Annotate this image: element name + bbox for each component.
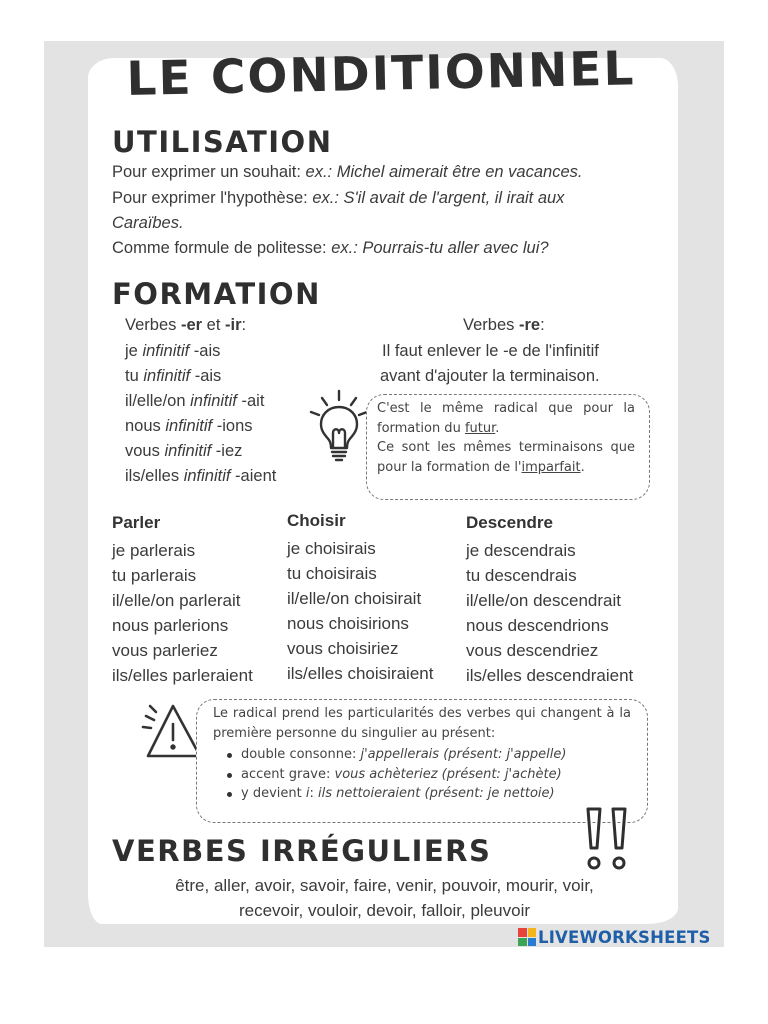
utilisation-line-4: Comme formule de politesse: ex.: Pourrais-tu aller avec lui? (112, 239, 549, 257)
verb-heading-parler: Parler (112, 513, 161, 532)
liveworksheets-brand (518, 926, 711, 948)
tip-note-text: C'est le même radical que pour la formation du futur. Ce sont les mêmes terminaisons que pour la formation de l'imparfait. (377, 401, 635, 475)
formation-er-row: vous infinitif -iez (125, 442, 243, 460)
formation-er-row: nous infinitif -ions (125, 417, 253, 435)
formation-er-row: tu infinitif -ais (125, 367, 222, 385)
irreguliers-line-2: recevoir, vouloir, devoir, falloir, pleuvoir (238, 901, 531, 920)
formation-re-line-1: Il faut enlever le -e de l'infinitif (382, 342, 599, 360)
formation-er-row: ils/elles infinitif -aient (125, 467, 277, 485)
irreguliers-heading: VERBES IRRÉGULIERS (112, 834, 492, 868)
warning-item: accent grave: vous achèteriez (présent: j'achète) (213, 765, 631, 785)
conjugation-choisir: je choisirais tu choisirais il/elle/on choisirait nous choisirions vous choisiriez ils/elles choisiraient (287, 539, 434, 683)
verb-heading-choisir: Choisir (287, 511, 346, 530)
formation-re-title: Verbes -re: (463, 316, 545, 334)
warning-note-text (213, 704, 631, 804)
conjugation-parler: je parlerais tu parlerais il/elle/on parlerait nous parlerions vous parleriez ils/elles parleraient (112, 541, 253, 685)
warning-item: double consonne: j'appellerais (présent: j'appelle) (213, 745, 631, 765)
utilisation-line-3: Caraïbes. (112, 214, 184, 232)
liveworksheets-text: LIVEWORKSHEETS (538, 927, 711, 947)
irreguliers-line-1: être, aller, avoir, savoir, faire, venir, pouvoir, mourir, voir, (175, 876, 594, 895)
warning-item: y devient i: ils nettoieraient (présent: je nettoie) (213, 784, 631, 804)
double-exclamation-icon (580, 806, 636, 874)
formation-re-line-2: avant d'ajouter la terminaison. (380, 367, 600, 385)
utilisation-heading: UTILISATION (112, 125, 333, 159)
formation-er-row: il/elle/on infinitif -ait (125, 392, 265, 410)
formation-heading: FORMATION (112, 277, 321, 311)
utilisation-line-1: Pour exprimer un souhait: ex.: Michel aimerait être en vacances. (112, 163, 583, 181)
warning-list (213, 745, 631, 804)
utilisation-line-2: Pour exprimer l'hypothèse: ex.: S'il avait de l'argent, il irait aux (112, 189, 565, 207)
lightbulb-icon (308, 388, 370, 464)
formation-er-ir-title: Verbes -er et -ir: (125, 316, 247, 334)
verb-heading-descendre: Descendre (466, 513, 553, 532)
conjugation-descendre: je descendrais tu descendrais il/elle/on descendrait nous descendrions vous descendriez ils/elles descendraient (466, 541, 634, 685)
formation-er-row: je infinitif -ais (125, 342, 221, 360)
liveworksheets-logo-icon (518, 928, 536, 946)
warning-intro: Le radical prend les particularités des verbes qui changent à la première personne du singulier au présent: (213, 706, 631, 741)
page-title: LE CONDITIONNEL (126, 41, 636, 107)
